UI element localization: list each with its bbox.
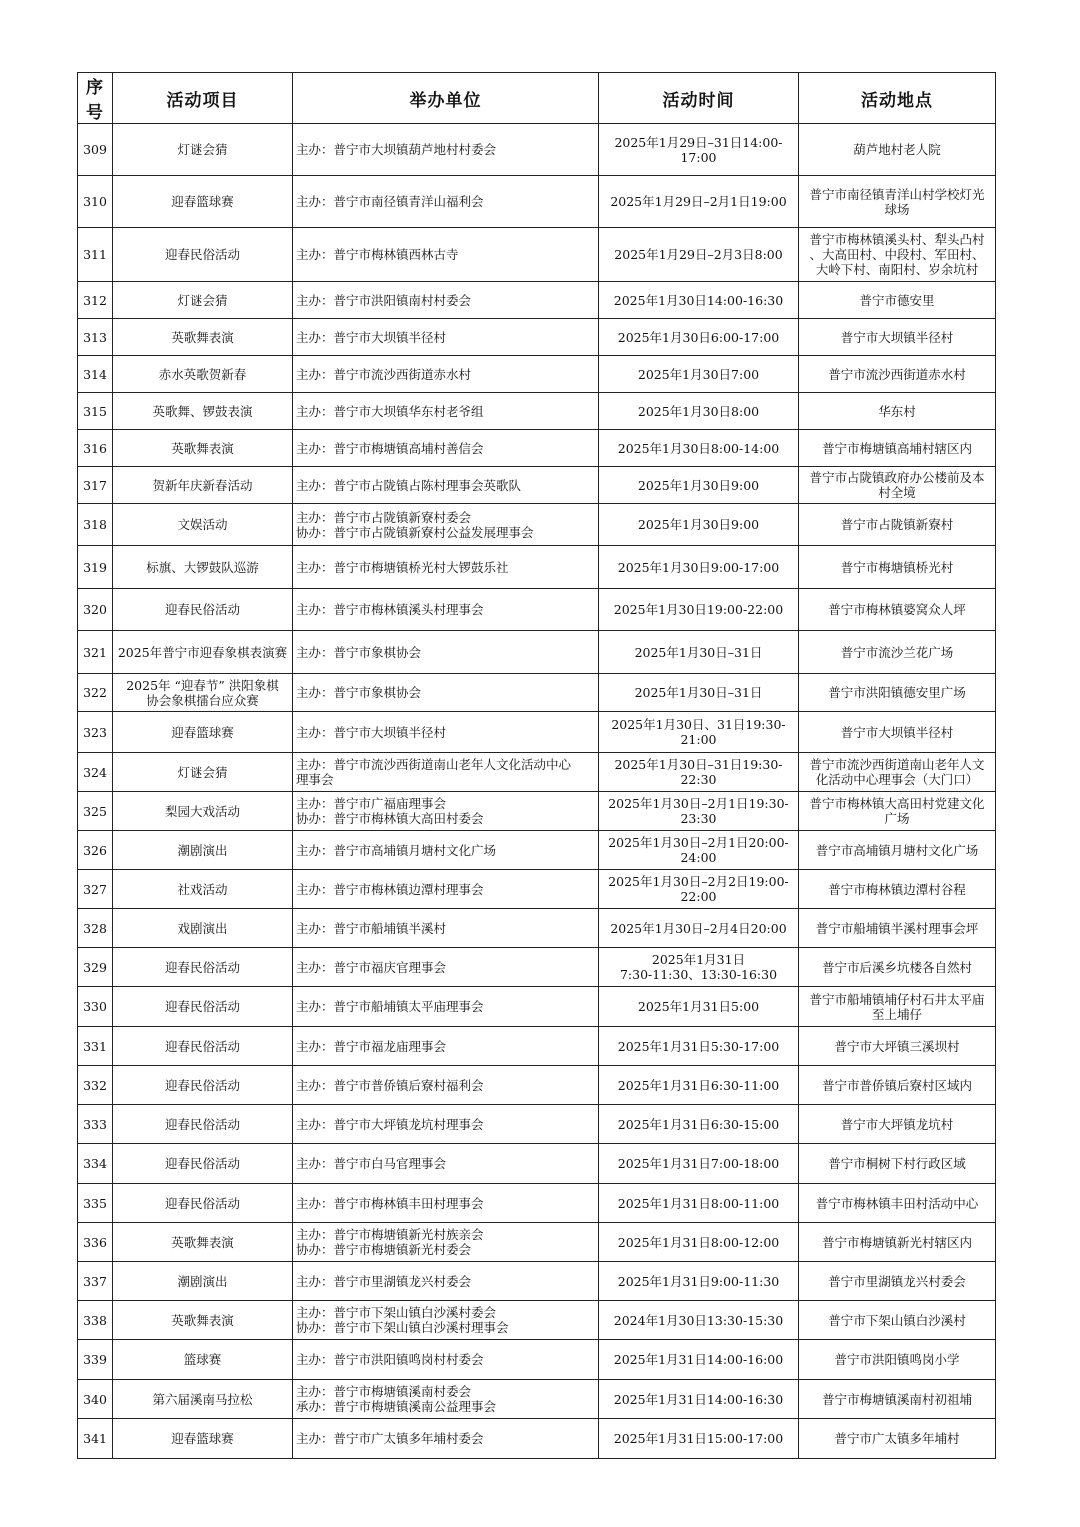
row-number-cell: 323 — [78, 712, 113, 753]
activity-place-cell: 普宁市桐树下村行政区域 — [799, 1144, 996, 1184]
activity-time-cell: 2025年1月30日7:00 — [599, 356, 799, 393]
table-row — [78, 909, 996, 948]
activity-time-cell: 2025年1月31日14:00-16:00 — [599, 1340, 799, 1380]
activity-place-cell: 普宁市高埔镇月塘村文化广场 — [799, 831, 996, 870]
table-row — [78, 430, 996, 467]
row-number-cell: 326 — [78, 831, 113, 870]
table-row — [78, 589, 996, 631]
activity-name-cell: 迎春民俗活动 — [113, 228, 293, 282]
organizer-cell: 主办：普宁市广福庙理事会 协办：普宁市梅林镇大高田村委会 — [293, 792, 599, 831]
activity-place-cell: 普宁市德安里 — [799, 282, 996, 319]
row-number-cell: 331 — [78, 1027, 113, 1066]
row-number-cell: 337 — [78, 1262, 113, 1301]
activity-time-cell: 2025年1月31日5:00 — [599, 987, 799, 1027]
activity-name-cell: 2025年 “迎春节” 洪阳象棋 协会象棋擂台应众赛 — [113, 674, 293, 712]
table-row — [78, 546, 996, 589]
organizer-cell: 主办：普宁市流沙西街道赤水村 — [293, 356, 599, 393]
table-row — [78, 712, 996, 753]
organizer-cell: 主办：普宁市占陇镇占陈村理事会英歌队 — [293, 467, 599, 504]
table-row — [78, 1027, 996, 1066]
organizer-cell: 主办：普宁市梅林镇边潭村理事会 — [293, 870, 599, 909]
activity-name-cell: 贺新年庆新春活动 — [113, 467, 293, 504]
organizer-cell: 主办：普宁市高埔镇月塘村文化广场 — [293, 831, 599, 870]
row-number-cell: 327 — [78, 870, 113, 909]
activity-name-cell: 英歌舞表演 — [113, 1223, 293, 1262]
table-row — [78, 1262, 996, 1301]
row-number-cell: 332 — [78, 1066, 113, 1105]
organizer-cell: 主办：普宁市大坝镇华东村老爷组 — [293, 393, 599, 430]
table-row — [78, 792, 996, 831]
activity-name-cell: 迎春民俗活动 — [113, 1184, 293, 1223]
row-number-cell: 315 — [78, 393, 113, 430]
row-number-cell: 322 — [78, 674, 113, 712]
organizer-cell: 主办：普宁市象棋协会 — [293, 631, 599, 674]
organizer-cell: 主办：普宁市洪阳镇南村村委会 — [293, 282, 599, 319]
activity-place-cell: 普宁市后溪乡坑楼各自然村 — [799, 948, 996, 987]
row-number-cell: 320 — [78, 589, 113, 631]
table-row — [78, 124, 996, 176]
header-row — [78, 73, 996, 124]
organizer-cell: 主办：普宁市象棋协会 — [293, 674, 599, 712]
activity-time-cell: 2025年1月30日9:00-17:00 — [599, 546, 799, 589]
activity-time-cell: 2025年1月30日–2月4日20:00 — [599, 909, 799, 948]
activity-time-cell: 2025年1月29日–2月3日8:00 — [599, 228, 799, 282]
row-number-cell: 321 — [78, 631, 113, 674]
table-row — [78, 631, 996, 674]
activity-time-cell: 2025年1月30日8:00-14:00 — [599, 430, 799, 467]
activity-table — [77, 72, 996, 1459]
organizer-cell: 主办：普宁市下架山镇白沙溪村委会 协办：普宁市下架山镇白沙溪村理事会 — [293, 1301, 599, 1340]
activity-place-cell: 普宁市大坪镇龙坑村 — [799, 1105, 996, 1144]
activity-time-cell: 2025年1月29日–31日14:00-17:00 — [599, 124, 799, 176]
table-row — [78, 504, 996, 546]
activity-place-cell: 葫芦地村老人院 — [799, 124, 996, 176]
organizer-cell: 主办：普宁市洪阳镇鸣岗村村委会 — [293, 1340, 599, 1380]
activity-time-cell: 2025年1月31日8:00-11:00 — [599, 1184, 799, 1223]
activity-place-cell: 普宁市梅林镇婆窝众人坪 — [799, 589, 996, 631]
activity-time-cell: 2024年1月30日13:30-15:30 — [599, 1301, 799, 1340]
organizer-cell: 主办：普宁市普侨镇后寮村福利会 — [293, 1066, 599, 1105]
activity-time-cell: 2025年1月31日14:00-16:30 — [599, 1380, 799, 1419]
activity-place-cell: 普宁市占陇镇政府办公楼前及本 村全境 — [799, 467, 996, 504]
activity-time-cell: 2025年1月30日6:00-17:00 — [599, 319, 799, 356]
activity-place-cell: 普宁市梅塘镇新光村辖区内 — [799, 1223, 996, 1262]
row-number-cell: 309 — [78, 124, 113, 176]
header-time: 活动时间 — [599, 73, 799, 124]
activity-time-cell: 2025年1月30日–2月2日19:00- 22:00 — [599, 870, 799, 909]
table-row — [78, 753, 996, 792]
row-number-cell: 338 — [78, 1301, 113, 1340]
activity-time-cell: 2025年1月31日 7:30-11:30、13:30-16:30 — [599, 948, 799, 987]
activity-time-cell: 2025年1月31日5:30-17:00 — [599, 1027, 799, 1066]
table-body — [78, 124, 996, 1459]
row-number-cell: 325 — [78, 792, 113, 831]
activity-name-cell: 赤水英歌贺新春 — [113, 356, 293, 393]
row-number-cell: 317 — [78, 467, 113, 504]
row-number-cell: 318 — [78, 504, 113, 546]
row-number-cell: 339 — [78, 1340, 113, 1380]
activity-time-cell: 2025年1月31日15:00-17:00 — [599, 1419, 799, 1459]
activity-name-cell: 迎春民俗活动 — [113, 1066, 293, 1105]
activity-name-cell: 迎春民俗活动 — [113, 589, 293, 631]
header-activity: 活动项目 — [113, 73, 293, 124]
activity-name-cell: 灯谜会猜 — [113, 282, 293, 319]
table-row — [78, 1184, 996, 1223]
table-row — [78, 674, 996, 712]
activity-place-cell: 普宁市流沙西街道南山老年人文 化活动中心理事会（大门口） — [799, 753, 996, 792]
activity-place-cell: 普宁市大坝镇半径村 — [799, 319, 996, 356]
activity-place-cell: 普宁市流沙兰花广场 — [799, 631, 996, 674]
activity-name-cell: 迎春篮球赛 — [113, 1419, 293, 1459]
table-row — [78, 1066, 996, 1105]
table-row — [78, 1380, 996, 1419]
activity-name-cell: 迎春篮球赛 — [113, 176, 293, 228]
row-number-cell: 328 — [78, 909, 113, 948]
row-number-cell: 330 — [78, 987, 113, 1027]
activity-time-cell: 2025年1月31日6:30-15:00 — [599, 1105, 799, 1144]
table-row — [78, 319, 996, 356]
table-row — [78, 176, 996, 228]
row-number-cell: 333 — [78, 1105, 113, 1144]
activity-name-cell: 社戏活动 — [113, 870, 293, 909]
activity-place-cell: 普宁市南径镇青洋山村学校灯光 球场 — [799, 176, 996, 228]
activity-time-cell: 2025年1月31日6:30-11:00 — [599, 1066, 799, 1105]
row-number-cell: 316 — [78, 430, 113, 467]
activity-name-cell: 迎春民俗活动 — [113, 1105, 293, 1144]
table-row — [78, 1223, 996, 1262]
activity-place-cell: 普宁市下架山镇白沙溪村 — [799, 1301, 996, 1340]
activity-place-cell: 普宁市洪阳镇德安里广场 — [799, 674, 996, 712]
table-row — [78, 356, 996, 393]
table-row — [78, 831, 996, 870]
organizer-cell: 主办：普宁市梅塘镇溪南村委会 承办：普宁市梅塘镇溪南公益理事会 — [293, 1380, 599, 1419]
activity-place-cell: 普宁市船埔镇埔仔村石井太平庙 至上埔仔 — [799, 987, 996, 1027]
row-number-cell: 334 — [78, 1144, 113, 1184]
header-place: 活动地点 — [799, 73, 996, 124]
organizer-cell: 主办：普宁市船埔镇太平庙理事会 — [293, 987, 599, 1027]
activity-time-cell: 2025年1月30日8:00 — [599, 393, 799, 430]
organizer-cell: 主办：普宁市梅塘镇新光村族亲会 协办：普宁市梅塘镇新光村委会 — [293, 1223, 599, 1262]
activity-name-cell: 迎春民俗活动 — [113, 987, 293, 1027]
activity-place-cell: 华东村 — [799, 393, 996, 430]
activity-time-cell: 2025年1月30日–31日 — [599, 631, 799, 674]
organizer-cell: 主办：普宁市梅塘镇桥光村大锣鼓乐社 — [293, 546, 599, 589]
header-organizer: 举办单位 — [293, 73, 599, 124]
activity-place-cell: 普宁市里湖镇龙兴村委会 — [799, 1262, 996, 1301]
activity-time-cell: 2025年1月30日–2月1日20:00- 24:00 — [599, 831, 799, 870]
table-row — [78, 1340, 996, 1380]
organizer-cell: 主办：普宁市大坪镇龙坑村理事会 — [293, 1105, 599, 1144]
row-number-cell: 329 — [78, 948, 113, 987]
activity-place-cell: 普宁市梅林镇溪头村、犁头凸村 、大高田村、中段村、军田村、 大岭下村、南阳村、岁余坑村 — [799, 228, 996, 282]
row-number-cell: 310 — [78, 176, 113, 228]
organizer-cell: 主办：普宁市福龙庙理事会 — [293, 1027, 599, 1066]
organizer-cell: 主办：普宁市里湖镇龙兴村委会 — [293, 1262, 599, 1301]
organizer-cell: 主办：普宁市梅林镇丰田村理事会 — [293, 1184, 599, 1223]
activity-time-cell: 2025年1月30日–2月1日19:30- 23:30 — [599, 792, 799, 831]
row-number-cell: 319 — [78, 546, 113, 589]
activity-name-cell: 迎春民俗活动 — [113, 1027, 293, 1066]
activity-name-cell: 文娱活动 — [113, 504, 293, 546]
organizer-cell: 主办：普宁市大坝镇半径村 — [293, 712, 599, 753]
activity-place-cell: 普宁市大坪镇三溪坝村 — [799, 1027, 996, 1066]
activity-time-cell: 2025年1月31日7:00-18:00 — [599, 1144, 799, 1184]
activity-place-cell: 普宁市占陇镇新寮村 — [799, 504, 996, 546]
organizer-cell: 主办：普宁市南径镇青洋山福利会 — [293, 176, 599, 228]
activity-place-cell: 普宁市流沙西街道赤水村 — [799, 356, 996, 393]
activity-time-cell: 2025年1月30日–31日 — [599, 674, 799, 712]
activity-name-cell: 潮剧演出 — [113, 1262, 293, 1301]
organizer-cell: 主办：普宁市船埔镇半溪村 — [293, 909, 599, 948]
activity-name-cell: 戏剧演出 — [113, 909, 293, 948]
table-row — [78, 870, 996, 909]
activity-name-cell: 迎春篮球赛 — [113, 712, 293, 753]
activity-place-cell: 普宁市洪阳镇鸣岗小学 — [799, 1340, 996, 1380]
activity-name-cell: 灯谜会猜 — [113, 124, 293, 176]
activity-name-cell: 英歌舞表演 — [113, 430, 293, 467]
activity-time-cell: 2025年1月31日8:00-12:00 — [599, 1223, 799, 1262]
activity-place-cell: 普宁市梅塘镇溪南村初祖埔 — [799, 1380, 996, 1419]
row-number-cell: 312 — [78, 282, 113, 319]
activity-time-cell: 2025年1月30日19:00-22:00 — [599, 589, 799, 631]
activity-time-cell: 2025年1月30日–31日19:30-22:30 — [599, 753, 799, 792]
organizer-cell: 主办：普宁市梅林镇溪头村理事会 — [293, 589, 599, 631]
activity-name-cell: 英歌舞表演 — [113, 319, 293, 356]
activity-time-cell: 2025年1月31日9:00-11:30 — [599, 1262, 799, 1301]
activity-name-cell: 篮球赛 — [113, 1340, 293, 1380]
activity-place-cell: 普宁市梅林镇边潭村谷程 — [799, 870, 996, 909]
organizer-cell: 主办：普宁市大坝镇半径村 — [293, 319, 599, 356]
activity-time-cell: 2025年1月30日9:00 — [599, 504, 799, 546]
activity-place-cell: 普宁市梅塘镇高埔村辖区内 — [799, 430, 996, 467]
activity-place-cell: 普宁市广太镇多年埔村 — [799, 1419, 996, 1459]
activity-name-cell: 第六届溪南马拉松 — [113, 1380, 293, 1419]
organizer-cell: 主办：普宁市占陇镇新寮村委会 协办：普宁市占陇镇新寮村公益发展理事会 — [293, 504, 599, 546]
row-number-cell: 324 — [78, 753, 113, 792]
row-number-cell: 314 — [78, 356, 113, 393]
row-number-cell: 335 — [78, 1184, 113, 1223]
activity-name-cell: 潮剧演出 — [113, 831, 293, 870]
activity-name-cell: 2025年普宁市迎春象棋表演赛 — [113, 631, 293, 674]
activity-name-cell: 迎春民俗活动 — [113, 1144, 293, 1184]
table-row — [78, 987, 996, 1027]
table-row — [78, 282, 996, 319]
row-number-cell: 341 — [78, 1419, 113, 1459]
organizer-cell: 主办：普宁市广太镇多年埔村委会 — [293, 1419, 599, 1459]
table-row — [78, 1105, 996, 1144]
organizer-cell: 主办：普宁市梅塘镇高埔村善信会 — [293, 430, 599, 467]
activity-time-cell: 2025年1月29日–2月1日19:00 — [599, 176, 799, 228]
activity-name-cell: 标旗、大锣鼓队巡游 — [113, 546, 293, 589]
activity-time-cell: 2025年1月30日14:00-16:30 — [599, 282, 799, 319]
organizer-cell: 主办：普宁市白马官理事会 — [293, 1144, 599, 1184]
activity-name-cell: 英歌舞、锣鼓表演 — [113, 393, 293, 430]
row-number-cell: 340 — [78, 1380, 113, 1419]
row-number-cell: 336 — [78, 1223, 113, 1262]
header-no: 序号 — [78, 73, 113, 124]
activity-name-cell: 梨园大戏活动 — [113, 792, 293, 831]
activity-place-cell: 普宁市梅塘镇桥光村 — [799, 546, 996, 589]
activity-place-cell: 普宁市船埔镇半溪村理事会坪 — [799, 909, 996, 948]
table-row — [78, 228, 996, 282]
organizer-cell: 主办：普宁市福庆官理事会 — [293, 948, 599, 987]
row-number-cell: 313 — [78, 319, 113, 356]
table-row — [78, 1301, 996, 1340]
row-number-cell: 311 — [78, 228, 113, 282]
table-row — [78, 393, 996, 430]
activity-place-cell: 普宁市梅林镇丰田村活动中心 — [799, 1184, 996, 1223]
organizer-cell: 主办：普宁市梅林镇西林古寺 — [293, 228, 599, 282]
activity-place-cell: 普宁市梅林镇大高田村党建文化 广场 — [799, 792, 996, 831]
activity-time-cell: 2025年1月30日、31日19:30- 21:00 — [599, 712, 799, 753]
activity-place-cell: 普宁市普侨镇后寮村区域内 — [799, 1066, 996, 1105]
activity-name-cell: 灯谜会猜 — [113, 753, 293, 792]
table-row — [78, 948, 996, 987]
table-row — [78, 1419, 996, 1459]
table-row — [78, 467, 996, 504]
activity-time-cell: 2025年1月30日9:00 — [599, 467, 799, 504]
organizer-cell: 主办：普宁市流沙西街道南山老年人文化活动中心 理事会 — [293, 753, 599, 792]
activity-place-cell: 普宁市大坝镇半径村 — [799, 712, 996, 753]
activity-name-cell: 英歌舞表演 — [113, 1301, 293, 1340]
organizer-cell: 主办：普宁市大坝镇葫芦地村村委会 — [293, 124, 599, 176]
table-row — [78, 1144, 996, 1184]
activity-name-cell: 迎春民俗活动 — [113, 948, 293, 987]
